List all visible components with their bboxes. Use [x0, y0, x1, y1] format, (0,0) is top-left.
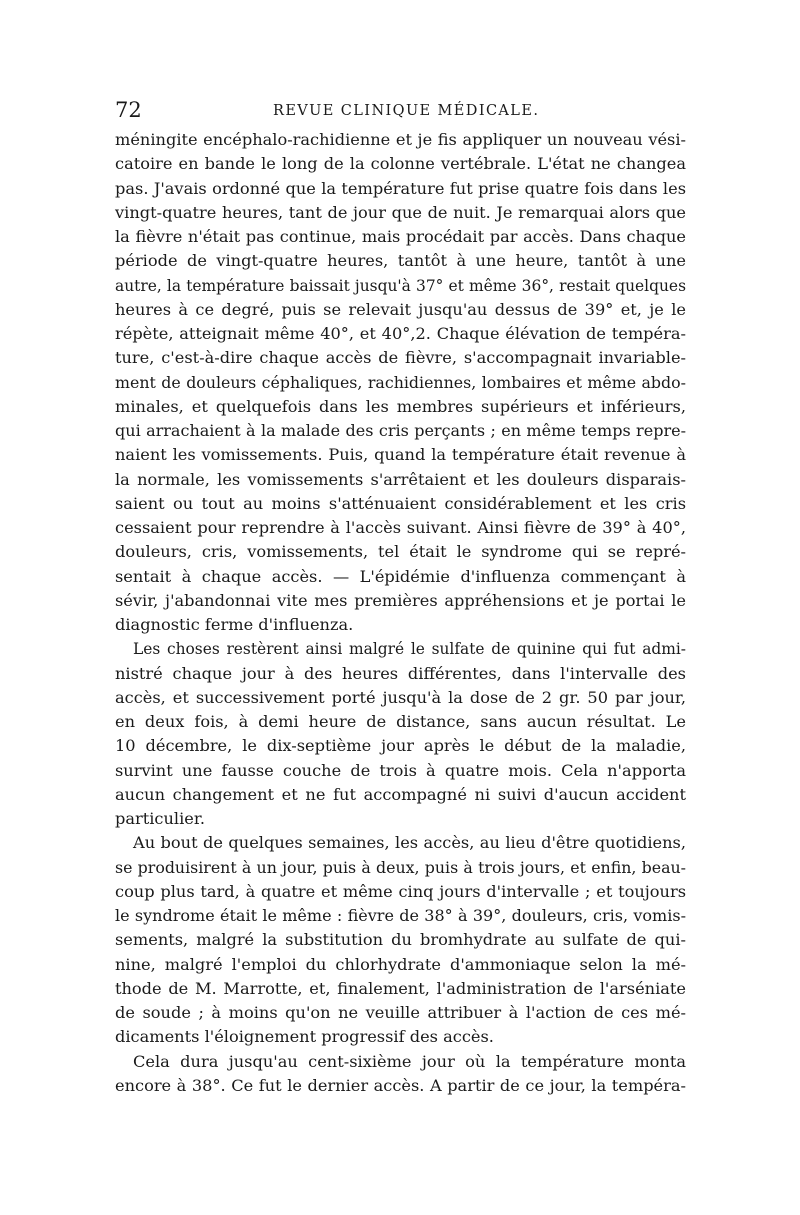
text-line: Les choses restèrent ainsi malgré le sulfate de quinine qui fut admi- — [133, 640, 686, 659]
text-line: sévir, j'abandonnai vite mes premières appréhensions et je portai le — [115, 590, 686, 610]
text-line: douleurs, cris, vomissements, tel était le syndrome qui se repré- — [115, 542, 686, 562]
text-line: période de vingt-quatre heures, tantôt à une heure, tantôt à une — [115, 251, 686, 271]
text-line: le syndrome était le même : fièvre de 38° à 39°, douleurs, cris, vomis- — [115, 906, 686, 925]
text-line: accès, et successivement porté jusqu'à la dose de 2 gr. 50 par jour, — [115, 687, 686, 707]
text-line: en deux fois, à demi heure de distance, sans aucun résultat. Le — [115, 712, 686, 731]
text-line: nine, malgré l'emploi du chlorhydrate d'ammoniaque selon la mé- — [115, 954, 686, 974]
text-line: vingt-quatre heures, tant de jour que de nuit. Je remarquai alors que — [115, 202, 686, 222]
text-line: 10 décembre, le dix-septième jour après le début de la maladie, — [115, 736, 686, 756]
text-line: naient les vomissements. Puis, quand la température était revenue à — [115, 445, 686, 465]
running-title: REVUE CLINIQUE MÉDICALE. — [273, 103, 540, 119]
text-line: de soude ; à moins qu'on ne veuille attribuer à l'action de ces mé- — [115, 1003, 686, 1022]
text-line: Cela dura jusqu'au cent-sixième jour où la température monta — [133, 1051, 686, 1071]
page-header — [115, 98, 686, 122]
text-line: sentait à chaque accès. — L'épidémie d'influenza commençant à — [115, 566, 686, 586]
text-line: autre, la température baissait jusqu'à 37° et même 36°, restait quelques — [115, 276, 686, 295]
text-line: se produisirent à un jour, puis à deux, puis à trois jours, et enfin, beau- — [115, 857, 686, 877]
page-number: 72 — [115, 98, 142, 122]
text-line: catoire en bande le long de la colonne vertébrale. L'état ne changea — [115, 154, 686, 174]
text-line: thode de M. Marrotte, et, finalement, l'administration de l'arséniate — [115, 978, 686, 998]
text-line: coup plus tard, à quatre et même cinq jours d'intervalle ; et toujours — [115, 881, 686, 901]
text-line: survint une fausse couche de trois à quatre mois. Cela n'apporta — [115, 760, 686, 780]
text-line: répète, atteignait même 40°, et 40°,2. Chaque élévation de tempéra- — [115, 324, 686, 343]
text-line: diagnostic ferme d'influenza. — [115, 615, 354, 634]
text-line: qui arrachaient à la malade des cris perçants ; en même temps repre- — [115, 421, 686, 440]
text-line: minales, et quelquefois dans les membres supérieurs et inférieurs, — [115, 396, 686, 416]
text-line: la normale, les vomissements s'arrêtaient et les douleurs disparais- — [115, 469, 686, 489]
text-line: dicaments l'éloignement progressif des accès. — [115, 1027, 494, 1047]
text-line: cessaient pour reprendre à l'accès suivant. Ainsi fièvre de 39° à 40°, — [115, 518, 686, 537]
text-line: encore à 38°. Ce fut le dernier accès. A partir de ce jour, la tempéra- — [115, 1075, 686, 1095]
text-line: heures à ce degré, puis se relevait jusqu'au dessus de 39° et, je le — [115, 299, 686, 319]
body-text — [115, 128, 686, 1098]
text-line: nistré chaque jour à des heures différentes, dans l'intervalle des — [115, 663, 686, 683]
text-line: Au bout de quelques semaines, les accès, au lieu d'être quotidiens, — [133, 833, 686, 853]
text-line: ment de douleurs céphaliques, rachidiennes, lombaires et même abdo- — [115, 372, 686, 392]
text-line: particulier. — [115, 809, 205, 828]
text-line: la fièvre n'était pas continue, mais procédait par accès. Dans chaque — [115, 227, 686, 246]
text-line: saient ou tout au moins s'atténuaient considérablement et les cris — [115, 493, 686, 513]
text-line: méningite encéphalo-rachidienne et je fis appliquer un nouveau vési- — [115, 130, 686, 149]
text-line: pas. J'avais ordonné que la température fut prise quatre fois dans les — [115, 178, 686, 198]
text-line: ture, c'est-à-dire chaque accès de fièvre, s'accompagnait invariable- — [115, 348, 686, 368]
text-line: aucun changement et ne fut accompagné ni suivi d'aucun accident — [115, 784, 686, 804]
text-line: sements, malgré la substitution du bromhydrate au sulfate de qui- — [115, 930, 686, 950]
